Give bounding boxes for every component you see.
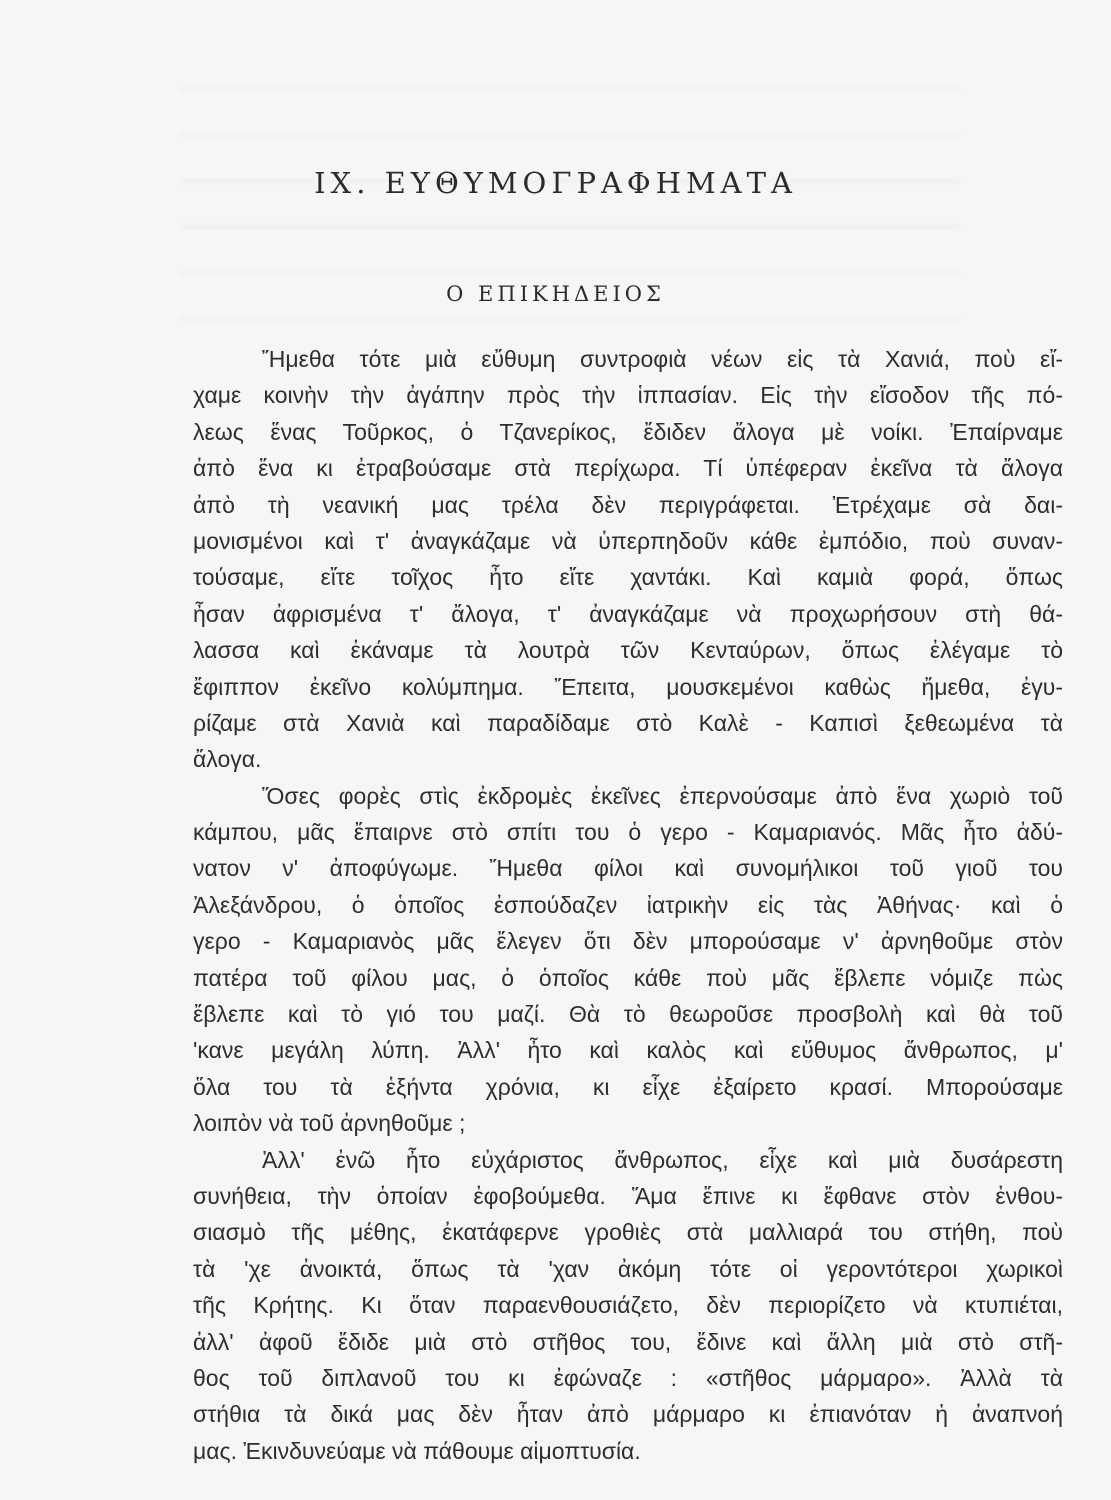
text-line: ὅλα του τὰ ἑξήντα χρόνια, κι εἶχε ἐξαίρετο κρασί. Μπορούσαμε xyxy=(193,1073,1063,1100)
text-line: ἀπὸ τὴ νεανική μας τρέλα δὲν περιγράφεται. Ἐτρέχαμε σὰ δαι- xyxy=(193,491,1063,518)
text-line: γερο - Καμαριανὸς μᾶς ἔλεγεν ὅτι δὲν μπορούσαμε ν' ἀρνηθοῦμε στὸν xyxy=(193,928,1063,955)
text-line: 'κανε μεγάλη λύπη. Ἀλλ' ἦτο καὶ καλὸς καὶ εὔθυμος ἄνθρωπος, μ' xyxy=(193,1037,1063,1064)
text-line: θος τοῦ διπλανοῦ του κι ἐφώναζε : «στῆθος μάρμαρο». Ἀλλὰ τὰ xyxy=(193,1364,1063,1391)
text-line: μας. Ἐκινδυνεύαμε νὰ πάθουμε αἱμοπτυσία. xyxy=(193,1437,641,1464)
paragraph xyxy=(193,778,1063,1142)
text-line: τούσαμε, εἴτε τοῖχος ἦτο εἴτε χαντάκι. Καὶ καμιὰ φορά, ὅπως xyxy=(193,564,1063,591)
text-line: νατον ν' ἀποφύγωμε. Ἤμεθα φίλοι καὶ συνομήλικοι τοῦ γιοῦ του xyxy=(193,855,1063,882)
paragraph xyxy=(193,341,1063,778)
text-line: πατέρα τοῦ φίλου μας, ὁ ὁποῖος κάθε ποὺ μᾶς ἔβλεπε νόμιζε πὼς xyxy=(193,964,1063,991)
text-line: Ὅσες φορὲς στὶς ἐκδρομὲς ἐκεῖνες ἐπερνούσαμε ἀπὸ ἕνα χωριὸ τοῦ xyxy=(262,782,1063,809)
text-line: ἦσαν ἀφρισμένα τ' ἄλογα, τ' ἀναγκάζαμε νὰ προχωρήσουν στὴ θά- xyxy=(193,600,1063,627)
text-line: Ἤμεθα τότε μιὰ εὔθυμη συντροφιὰ νέων εἰς τὰ Χανιά, ποὺ εἴ- xyxy=(262,346,1063,372)
text-line: ἀπὸ ἕνα κι ἐτραβούσαμε στὰ περίχωρα. Τί ὑπέφεραν ἐκεῖνα τὰ ἄλογα xyxy=(193,455,1063,482)
text-line: ἔφιππον ἐκεῖνο κολύμπημα. Ἔπειτα, μουσκεμένοι καθὼς ἤμεθα, ἐγυ- xyxy=(193,673,1063,700)
text-line: κάμπου, μᾶς ἔπαιρνε στὸ σπίτι του ὁ γερο - Καμαριανός. Μᾶς ἦτο ἀδύ- xyxy=(193,819,1063,846)
paragraph xyxy=(193,1142,1063,1470)
text-line: τὰ 'χε ἀνοικτά, ὅπως τὰ 'χαν ἀκόμη τότε οἱ γεροντότεροι χωρικοὶ xyxy=(193,1255,1063,1282)
text-line: μονισμένοι καὶ τ' ἀναγκάζαμε νὰ ὑπερπηδοῦν κάθε ἐμπόδιο, ποὺ συναν- xyxy=(193,527,1063,554)
text-line: λεως ἕνας Τοῦρκος, ὁ Τζανερίκος, ἔδιδεν ἄλογα μὲ νοίκι. Ἐπαίρναμε xyxy=(193,418,1063,445)
section-title: Ο ΕΠΙΚΗΔΕΙΟΣ xyxy=(446,282,665,306)
body-text xyxy=(193,341,1063,1469)
text-line: ἀλλ' ἀφοῦ ἔδιδε μιὰ στὸ στῆθος του, ἔδινε καὶ ἄλλη μιὰ στὸ στῆ- xyxy=(193,1328,1063,1355)
text-line: λασσα καὶ ἐκάναμε τὰ λουτρὰ τῶν Κενταύρων, ὅπως ἐλέγαμε τὸ xyxy=(193,637,1063,664)
text-line: ἄλογα. xyxy=(193,746,262,773)
text-line: λοιπὸν νὰ τοῦ ἀρνηθοῦμε ; xyxy=(193,1110,466,1137)
text-line: σιασμὸ τῆς μέθης, ἐκατάφερνε γροθιὲς στὰ μαλλιαρά του στήθη, ποὺ xyxy=(193,1219,1063,1246)
text-line: τῆς Κρήτης. Κι ὅταν παραενθουσιάζετο, δὲν περιορίζετο νὰ κτυπιέται, xyxy=(193,1292,1063,1319)
text-line: συνήθεια, τὴν ὁποίαν ἐφοβούμεθα. Ἅμα ἔπινε κι ἔφθανε στὸν ἐνθου- xyxy=(193,1182,1063,1209)
text-line: ρίζαμε στὰ Χανιὰ καὶ παραδίδαμε στὸ Καλὲ - Καπισὶ ξεθεωμένα τὰ xyxy=(193,709,1063,736)
text-line: στήθια τὰ δικά μας δὲν ἦταν ἀπὸ μάρμαρο κι ἐπιανόταν ἡ ἀναπνοή xyxy=(193,1401,1063,1428)
chapter-title: IX. ΕΥΘΥΜΟΓΡΑΦΗΜΑΤΑ xyxy=(314,166,797,200)
text-line: Ἀλλ' ἐνῶ ἦτο εὐχάριστος ἄνθρωπος, εἶχε καὶ μιὰ δυσάρεστη xyxy=(262,1146,1063,1173)
text-line: χαμε κοινὴν τὴν ἀγάπην πρὸς τὴν ἱππασίαν. Εἰς τὴν εἴσοδον τῆς πό- xyxy=(193,382,1063,409)
text-line: ἔβλεπε καὶ τὸ γιό του μαζί. Θὰ τὸ θεωροῦσε προσβολὴ καὶ θὰ τοῦ xyxy=(193,1001,1063,1028)
text-line: Ἀλεξάνδρου, ὁ ὁποῖος ἐσπούδαζεν ἰατρικὴν εἰς τὰς Ἀθήνας· καὶ ὁ xyxy=(193,891,1063,918)
